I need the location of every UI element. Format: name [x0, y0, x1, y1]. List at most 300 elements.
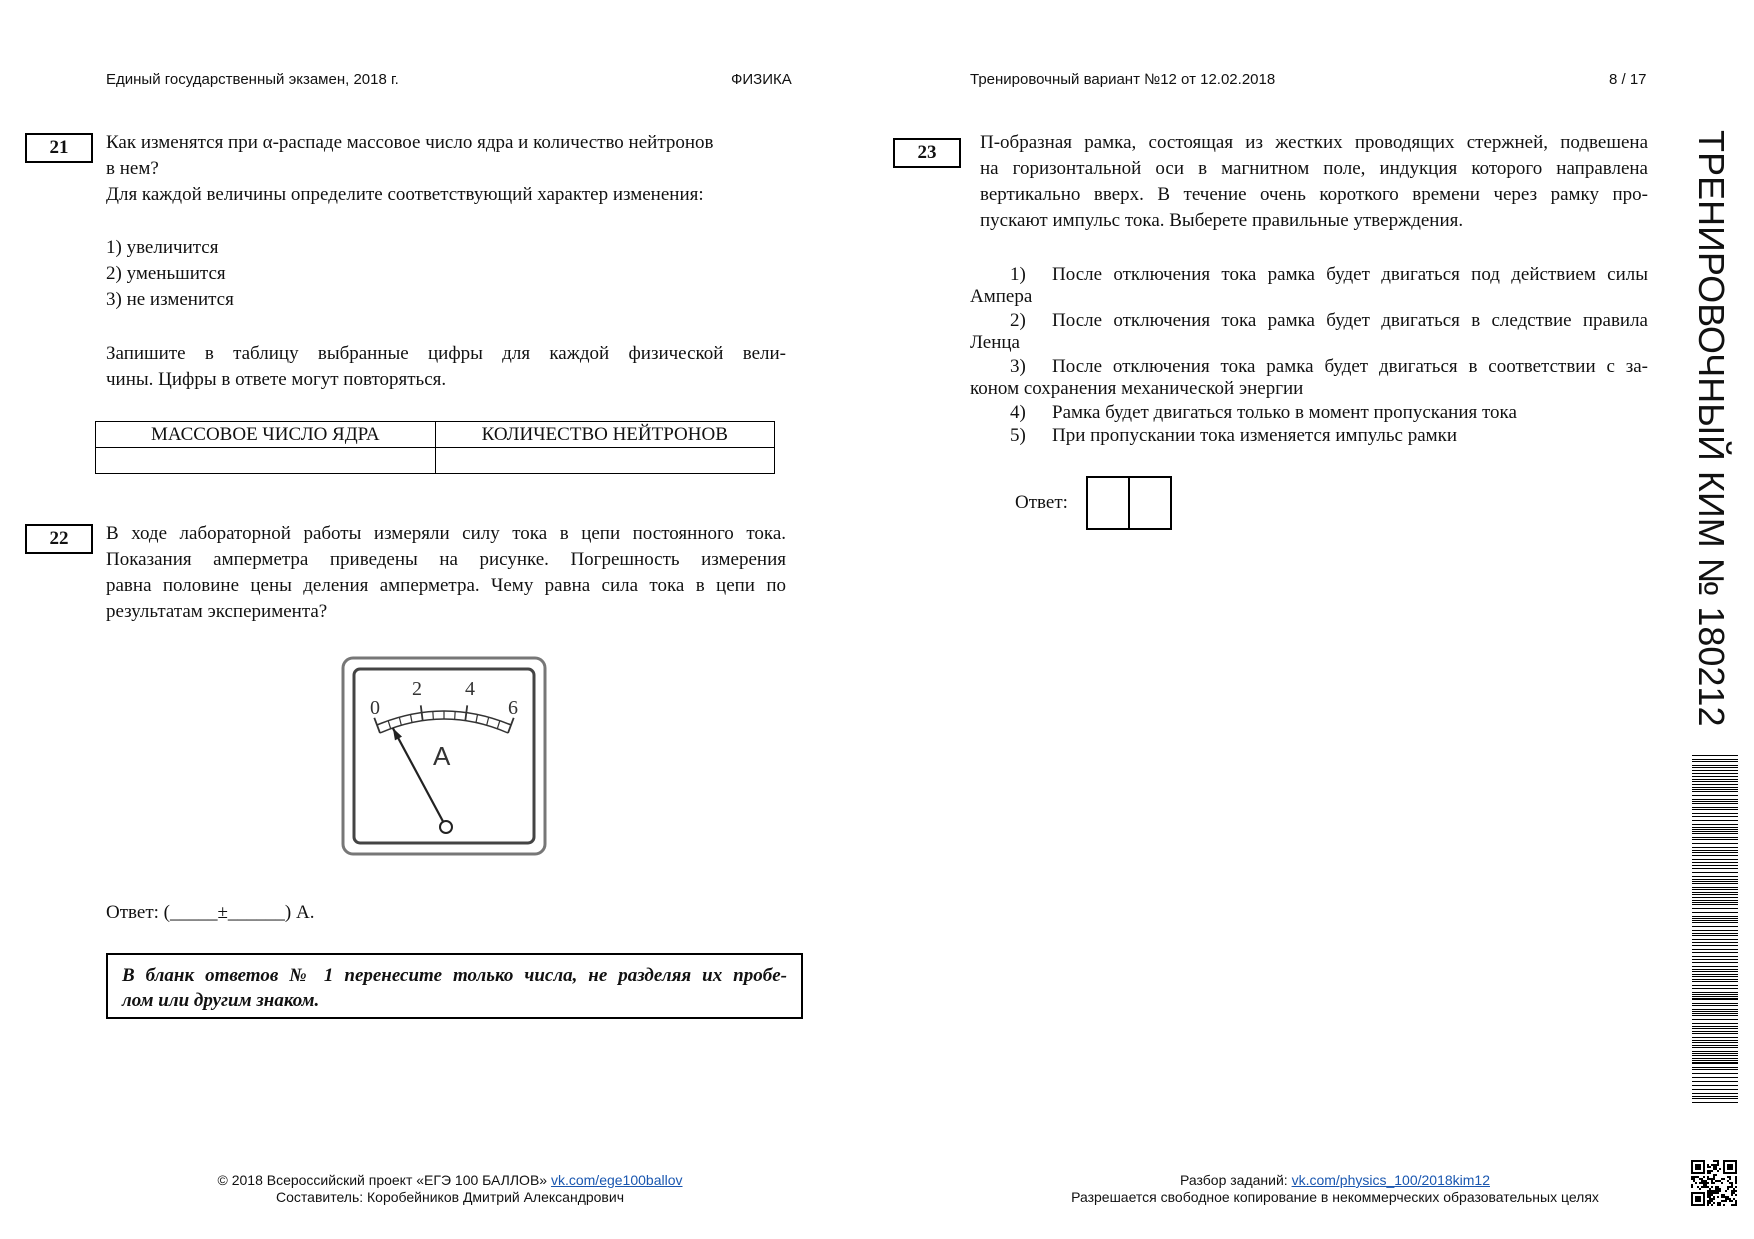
qr-cell [1729, 1182, 1731, 1184]
footer-left [150, 1172, 750, 1206]
q23-item-text: Рамка будет двигаться только в момент пропускания тока [1052, 402, 1517, 423]
qr-cell [1711, 1204, 1713, 1206]
qr-cell [1719, 1180, 1721, 1182]
qr-cell [1735, 1164, 1737, 1166]
barcode-bar [1692, 1023, 1738, 1024]
barcode-bar [1692, 767, 1738, 768]
barcode-bar [1692, 839, 1738, 840]
qr-cell [1725, 1190, 1727, 1192]
qr-cell [1723, 1166, 1725, 1168]
barcode-bar [1692, 862, 1738, 863]
qr-cell [1715, 1186, 1717, 1188]
qr-cell [1697, 1204, 1699, 1206]
qr-cell [1709, 1172, 1711, 1174]
barcode-bar [1692, 868, 1738, 869]
barcode-bar [1692, 776, 1738, 777]
footer-link-physics100[interactable]: vk.com/physics_100/2018kim12 [1291, 1172, 1490, 1188]
barcode-bar [1692, 784, 1738, 785]
qr-cell [1691, 1166, 1693, 1168]
qr-cell [1725, 1200, 1727, 1202]
q23-item-text: После отключения тока рамка будет двигаться в следствие правила [1052, 310, 1648, 331]
qr-cell [1723, 1162, 1725, 1164]
qr-cell [1695, 1160, 1697, 1162]
qr-cell [1697, 1186, 1699, 1188]
barcode-bar [1692, 952, 1738, 953]
qr-cell [1699, 1204, 1701, 1206]
barcode-bar [1692, 979, 1738, 980]
qr-cell [1703, 1164, 1705, 1166]
barcode-bar [1692, 1009, 1738, 1010]
qr-cell [1707, 1196, 1709, 1198]
qr-cell [1693, 1172, 1695, 1174]
q23-item-3 [970, 356, 1648, 400]
qr-cell [1717, 1192, 1719, 1194]
qr-cell [1721, 1178, 1723, 1180]
table-header-neutrons: КОЛИЧЕСТВО НЕЙТРОНОВ [435, 422, 775, 448]
qr-cell [1711, 1198, 1713, 1200]
qr-cell [1735, 1200, 1737, 1202]
qr-cell [1727, 1198, 1729, 1200]
qr-cell [1695, 1168, 1697, 1170]
qr-cell [1709, 1194, 1711, 1196]
q23-line: П-образная рамка, состоящая из жестких проводящих стержней, подвешена [980, 132, 1648, 153]
barcode-bar [1692, 939, 1738, 940]
barcode-bar [1692, 962, 1738, 963]
qr-cell [1695, 1204, 1697, 1206]
qr-cell [1723, 1200, 1725, 1202]
q23-item-text-cont: Ленца [970, 332, 1020, 353]
qr-cell [1723, 1168, 1725, 1170]
qr-cell [1709, 1196, 1711, 1198]
barcode-bar [1692, 779, 1738, 780]
question-22-text [106, 521, 786, 625]
barcode-bar [1692, 1060, 1738, 1061]
qr-cell [1701, 1178, 1703, 1180]
barcode-bar [1692, 809, 1738, 810]
qr-cell [1703, 1166, 1705, 1168]
question-number-21: 21 [25, 133, 93, 163]
q23-item-text: При пропускании тока изменяется импульс рамки [1052, 425, 1458, 446]
qr-cell [1729, 1176, 1731, 1178]
qr-cell [1729, 1198, 1731, 1200]
qr-cell [1729, 1164, 1731, 1166]
qr-cell [1735, 1180, 1737, 1182]
qr-cell [1709, 1178, 1711, 1180]
barcode-bar [1692, 992, 1738, 993]
qr-cell [1693, 1176, 1695, 1178]
q23-item-num: 2) [1010, 310, 1026, 331]
qr-cell [1733, 1190, 1735, 1192]
qr-cell [1703, 1168, 1705, 1170]
question-23-text [980, 130, 1648, 234]
qr-cell [1727, 1188, 1729, 1190]
barcode-bar [1692, 837, 1738, 838]
qr-cell [1713, 1166, 1715, 1168]
qr-cell [1691, 1170, 1693, 1172]
barcode-bar [1692, 879, 1738, 880]
qr-cell [1697, 1172, 1699, 1174]
qr-cell [1699, 1196, 1701, 1198]
qr-cell [1715, 1190, 1717, 1192]
qr-cell [1705, 1182, 1707, 1184]
barcode-bar [1692, 900, 1738, 901]
barcode-bar [1692, 912, 1738, 913]
barcode-bar [1692, 1073, 1738, 1074]
qr-cell [1695, 1198, 1697, 1200]
qr-cell [1735, 1176, 1737, 1178]
qr-cell [1693, 1204, 1695, 1206]
qr-cell [1709, 1190, 1711, 1192]
qr-cell [1727, 1180, 1729, 1182]
barcode-bar [1692, 1015, 1738, 1016]
qr-cell [1731, 1194, 1733, 1196]
barcode-bar [1692, 813, 1738, 814]
barcode-bar [1692, 892, 1738, 893]
qr-cell [1731, 1164, 1733, 1166]
qr-cell [1713, 1176, 1715, 1178]
barcode-bar [1692, 918, 1738, 919]
ammeter-figure [340, 655, 550, 857]
q22-line: равна половине цены деления амперметра. Чему равна сила тока в цепи по [106, 575, 786, 596]
qr-cell [1729, 1200, 1731, 1202]
qr-cell [1713, 1198, 1715, 1200]
barcode-bar [1692, 820, 1738, 821]
q23-line: на горизонтальной оси в магнитном поле, индукция которого направлена [980, 158, 1648, 179]
barcode-bar [1692, 795, 1738, 796]
ammeter-tick [433, 711, 434, 719]
barcode-bar [1692, 1031, 1738, 1032]
qr-cell [1731, 1166, 1733, 1168]
barcode-bar [1692, 827, 1738, 828]
barcode-bar [1692, 1055, 1738, 1056]
barcode-bar [1692, 1037, 1738, 1038]
barcode-bar [1692, 1069, 1738, 1070]
qr-cell [1709, 1202, 1711, 1204]
q23-answer-cell[interactable] [1088, 478, 1130, 528]
qr-cell [1701, 1182, 1703, 1184]
barcode-bar [1692, 847, 1738, 848]
qr-cell [1731, 1186, 1733, 1188]
barcode-bar [1692, 872, 1738, 873]
qr-cell [1691, 1160, 1693, 1162]
barcode-bar [1692, 1077, 1738, 1078]
qr-cell [1715, 1174, 1717, 1176]
qr-cell [1691, 1202, 1693, 1204]
qr-cell [1729, 1160, 1731, 1162]
qr-cell [1699, 1178, 1701, 1180]
qr-cell [1727, 1196, 1729, 1198]
barcode-bar [1692, 976, 1738, 977]
barcode-bar [1692, 1019, 1738, 1020]
qr-cell [1701, 1160, 1703, 1162]
qr-cell [1735, 1202, 1737, 1204]
qr-cell [1717, 1196, 1719, 1198]
qr-cell [1727, 1166, 1729, 1168]
qr-cell [1699, 1168, 1701, 1170]
barcode-bar [1692, 988, 1738, 989]
qr-cell [1735, 1168, 1737, 1170]
qr-cell [1723, 1204, 1725, 1206]
qr-cell [1733, 1188, 1735, 1190]
qr-cell [1713, 1178, 1715, 1180]
qr-cell [1701, 1172, 1703, 1174]
qr-cell [1693, 1160, 1695, 1162]
qr-cell [1697, 1168, 1699, 1170]
barcode-bar [1692, 824, 1738, 825]
footer-author: Составитель: Коробейников Дмитрий Александрович [276, 1189, 624, 1205]
barcode-bar [1692, 1062, 1738, 1064]
q23-item-4 [970, 402, 1648, 424]
qr-cell [1699, 1192, 1701, 1194]
qr-cell [1727, 1164, 1729, 1166]
barcode-bar [1692, 833, 1738, 834]
barcode-bar [1692, 945, 1738, 946]
qr-cell [1703, 1202, 1705, 1204]
note-line: В бланк ответов № 1 перенесите только числа, не разделяя их пробе- [122, 965, 787, 986]
qr-cell [1691, 1172, 1693, 1174]
answer-transfer-note [106, 953, 803, 1019]
qr-cell [1707, 1164, 1709, 1166]
q21-instruction-line: чины. Цифры в ответе могут повторяться. [106, 369, 447, 390]
qr-cell [1725, 1172, 1727, 1174]
barcode-bar [1692, 1047, 1738, 1048]
qr-cell [1703, 1186, 1705, 1188]
barcode-bar [1692, 1042, 1738, 1043]
barcode-bar [1692, 969, 1738, 970]
qr-cell [1699, 1160, 1701, 1162]
q23-item-1 [970, 264, 1648, 308]
barcode-bar [1692, 755, 1738, 756]
barcode-bar [1692, 1081, 1738, 1082]
barcode-bar [1692, 994, 1738, 995]
qr-code [1691, 1160, 1737, 1206]
qr-cell [1691, 1168, 1693, 1170]
qr-cell [1717, 1188, 1719, 1190]
q23-item-5 [970, 425, 1648, 447]
qr-cell [1707, 1192, 1709, 1194]
qr-cell [1735, 1162, 1737, 1164]
q21-option: 1) увеличится [106, 237, 219, 258]
barcode-bar [1692, 799, 1738, 800]
qr-cell [1729, 1178, 1731, 1180]
qr-cell [1713, 1196, 1715, 1198]
qr-cell [1697, 1196, 1699, 1198]
qr-cell [1691, 1178, 1693, 1180]
barcode-bar [1692, 770, 1738, 771]
footer-copyright: © 2018 Всероссийский проект «ЕГЭ 100 БАЛЛОВ» [217, 1172, 551, 1188]
q21-line: в нем? [106, 158, 159, 179]
qr-cell [1699, 1200, 1701, 1202]
qr-cell [1697, 1198, 1699, 1200]
qr-cell [1719, 1190, 1721, 1192]
answer-cell-mass-number[interactable] [96, 448, 436, 474]
qr-cell [1701, 1180, 1703, 1182]
qr-cell [1705, 1184, 1707, 1186]
qr-cell [1727, 1176, 1729, 1178]
barcode-bar [1692, 765, 1738, 766]
barcode-bar [1692, 887, 1738, 888]
qr-cell [1707, 1170, 1709, 1172]
qr-cell [1703, 1160, 1705, 1162]
qr-cell [1727, 1186, 1729, 1188]
qr-cell [1703, 1194, 1705, 1196]
q23-item-text: После отключения тока рамка будет двигаться под действием силы [1052, 264, 1648, 285]
barcode-bar [1692, 1011, 1738, 1012]
barcode-bar [1692, 789, 1738, 790]
qr-cell [1707, 1202, 1709, 1204]
qr-cell [1699, 1172, 1701, 1174]
q23-item-2 [970, 310, 1648, 354]
barcode-bar [1692, 926, 1738, 927]
q22-answer-line[interactable]: Ответ: (_____±______) А. [106, 902, 315, 923]
qr-cell [1699, 1188, 1701, 1190]
qr-cell [1731, 1160, 1733, 1162]
barcode-bar [1692, 933, 1738, 934]
footer-right [1010, 1172, 1660, 1206]
qr-cells [1691, 1160, 1737, 1206]
qr-cell [1711, 1200, 1713, 1202]
qr-cell [1711, 1194, 1713, 1196]
qr-cell [1699, 1164, 1701, 1166]
qr-cell [1709, 1200, 1711, 1202]
qr-cell [1725, 1196, 1727, 1198]
qr-cell [1695, 1196, 1697, 1198]
ammeter-needle-pivot [440, 821, 452, 833]
qr-cell [1707, 1182, 1709, 1184]
scale-label-2: 2 [412, 678, 422, 700]
barcode-bar [1692, 1053, 1738, 1054]
qr-cell [1735, 1190, 1737, 1192]
qr-cell [1707, 1204, 1709, 1206]
qr-cell [1735, 1166, 1737, 1168]
barcode-bar [1692, 998, 1738, 1000]
scale-label-4: 4 [465, 678, 475, 700]
qr-cell [1713, 1168, 1715, 1170]
qr-cell [1723, 1196, 1725, 1198]
qr-cell [1697, 1166, 1699, 1168]
barcode-bar [1692, 904, 1738, 905]
qr-cell [1717, 1164, 1719, 1166]
qr-cell [1717, 1202, 1719, 1204]
qr-cell [1733, 1172, 1735, 1174]
footer-link-ege100ballov[interactable]: vk.com/ege100ballov [550, 1172, 683, 1188]
qr-cell [1707, 1172, 1709, 1174]
qr-cell [1711, 1186, 1713, 1188]
barcode-bar [1692, 1051, 1738, 1052]
q21-option: 3) не изменится [106, 289, 234, 310]
ammeter-tick [455, 711, 456, 719]
q23-item-text: После отключения тока рамка будет двигаться в соответствии с за- [1052, 356, 1648, 377]
barcode-bar [1692, 1026, 1738, 1027]
qr-cell [1735, 1172, 1737, 1174]
qr-cell [1709, 1166, 1711, 1168]
barcode-bar [1692, 935, 1738, 936]
qr-cell [1727, 1168, 1729, 1170]
qr-cell [1691, 1192, 1693, 1194]
barcode-bar [1692, 1013, 1738, 1014]
qr-cell [1705, 1186, 1707, 1188]
qr-cell [1715, 1188, 1717, 1190]
barcode [1692, 755, 1738, 1105]
barcode-bar [1692, 956, 1738, 957]
qr-cell [1719, 1188, 1721, 1190]
qr-cell [1729, 1168, 1731, 1170]
footer-solutions-label: Разбор заданий: [1180, 1172, 1292, 1188]
qr-cell [1727, 1160, 1729, 1162]
header-exam: Единый государственный экзамен, 2018 г. [106, 71, 399, 88]
qr-cell [1691, 1164, 1693, 1166]
qr-cell [1723, 1164, 1725, 1166]
qr-cell [1735, 1178, 1737, 1180]
qr-cell [1691, 1194, 1693, 1196]
q21-line: Для каждой величины определите соответствующий характер изменения: [106, 184, 704, 205]
barcode-bar [1692, 883, 1738, 884]
qr-cell [1695, 1166, 1697, 1168]
qr-cell [1731, 1190, 1733, 1192]
qr-cell [1735, 1182, 1737, 1184]
q21-line: Как изменятся при α-распаде массовое число ядра и количество нейтронов [106, 132, 714, 153]
barcode-bar [1692, 1098, 1738, 1099]
qr-cell [1709, 1192, 1711, 1194]
answer-table-21 [95, 421, 775, 474]
barcode-bar [1692, 865, 1738, 866]
qr-cell [1735, 1170, 1737, 1172]
answer-cell-neutrons[interactable] [435, 448, 775, 474]
qr-cell [1703, 1176, 1705, 1178]
barcode-bar [1692, 966, 1738, 967]
qr-cell [1735, 1186, 1737, 1188]
qr-cell [1733, 1192, 1735, 1194]
q22-line: Показания амперметра приведены на рисунке. Погрешность измерения [106, 549, 786, 570]
barcode-bar [1692, 1067, 1738, 1068]
q23-answer-cell[interactable] [1130, 478, 1170, 528]
barcode-bar [1692, 981, 1738, 982]
barcode-bar [1692, 908, 1738, 909]
qr-cell [1715, 1160, 1717, 1162]
qr-cell [1731, 1192, 1733, 1194]
qr-cell [1711, 1190, 1713, 1192]
qr-cell [1719, 1204, 1721, 1206]
qr-cell [1731, 1172, 1733, 1174]
qr-cell [1719, 1202, 1721, 1204]
barcode-bar [1692, 922, 1738, 923]
qr-cell [1691, 1186, 1693, 1188]
q23-item-num: 4) [1010, 402, 1026, 423]
qr-cell [1723, 1172, 1725, 1174]
barcode-bar [1692, 781, 1738, 782]
qr-cell [1723, 1194, 1725, 1196]
qr-cell [1715, 1166, 1717, 1168]
q23-answer-boxes [1086, 476, 1172, 530]
q23-line: пускают импульс тока. Выберете правильные утверждения. [980, 210, 1464, 231]
qr-cell [1721, 1194, 1723, 1196]
barcode-bars [1692, 755, 1738, 1103]
side-title [1690, 130, 1730, 730]
barcode-bar [1692, 902, 1738, 903]
q23-item-num: 5) [1010, 425, 1026, 446]
barcode-bar [1692, 855, 1738, 856]
ammeter-unit-symbol: A [433, 741, 451, 771]
qr-cell [1729, 1186, 1731, 1188]
qr-cell [1703, 1198, 1705, 1200]
question-21-text [106, 130, 786, 208]
qr-cell [1703, 1192, 1705, 1194]
q22-line: В ходе лабораторной работы измеряли силу тока в цепи постоянного тока. [106, 523, 786, 544]
barcode-bar [1692, 916, 1738, 917]
q21-option: 2) уменьшится [106, 263, 226, 284]
barcode-bar [1692, 985, 1738, 986]
qr-cell [1725, 1198, 1727, 1200]
